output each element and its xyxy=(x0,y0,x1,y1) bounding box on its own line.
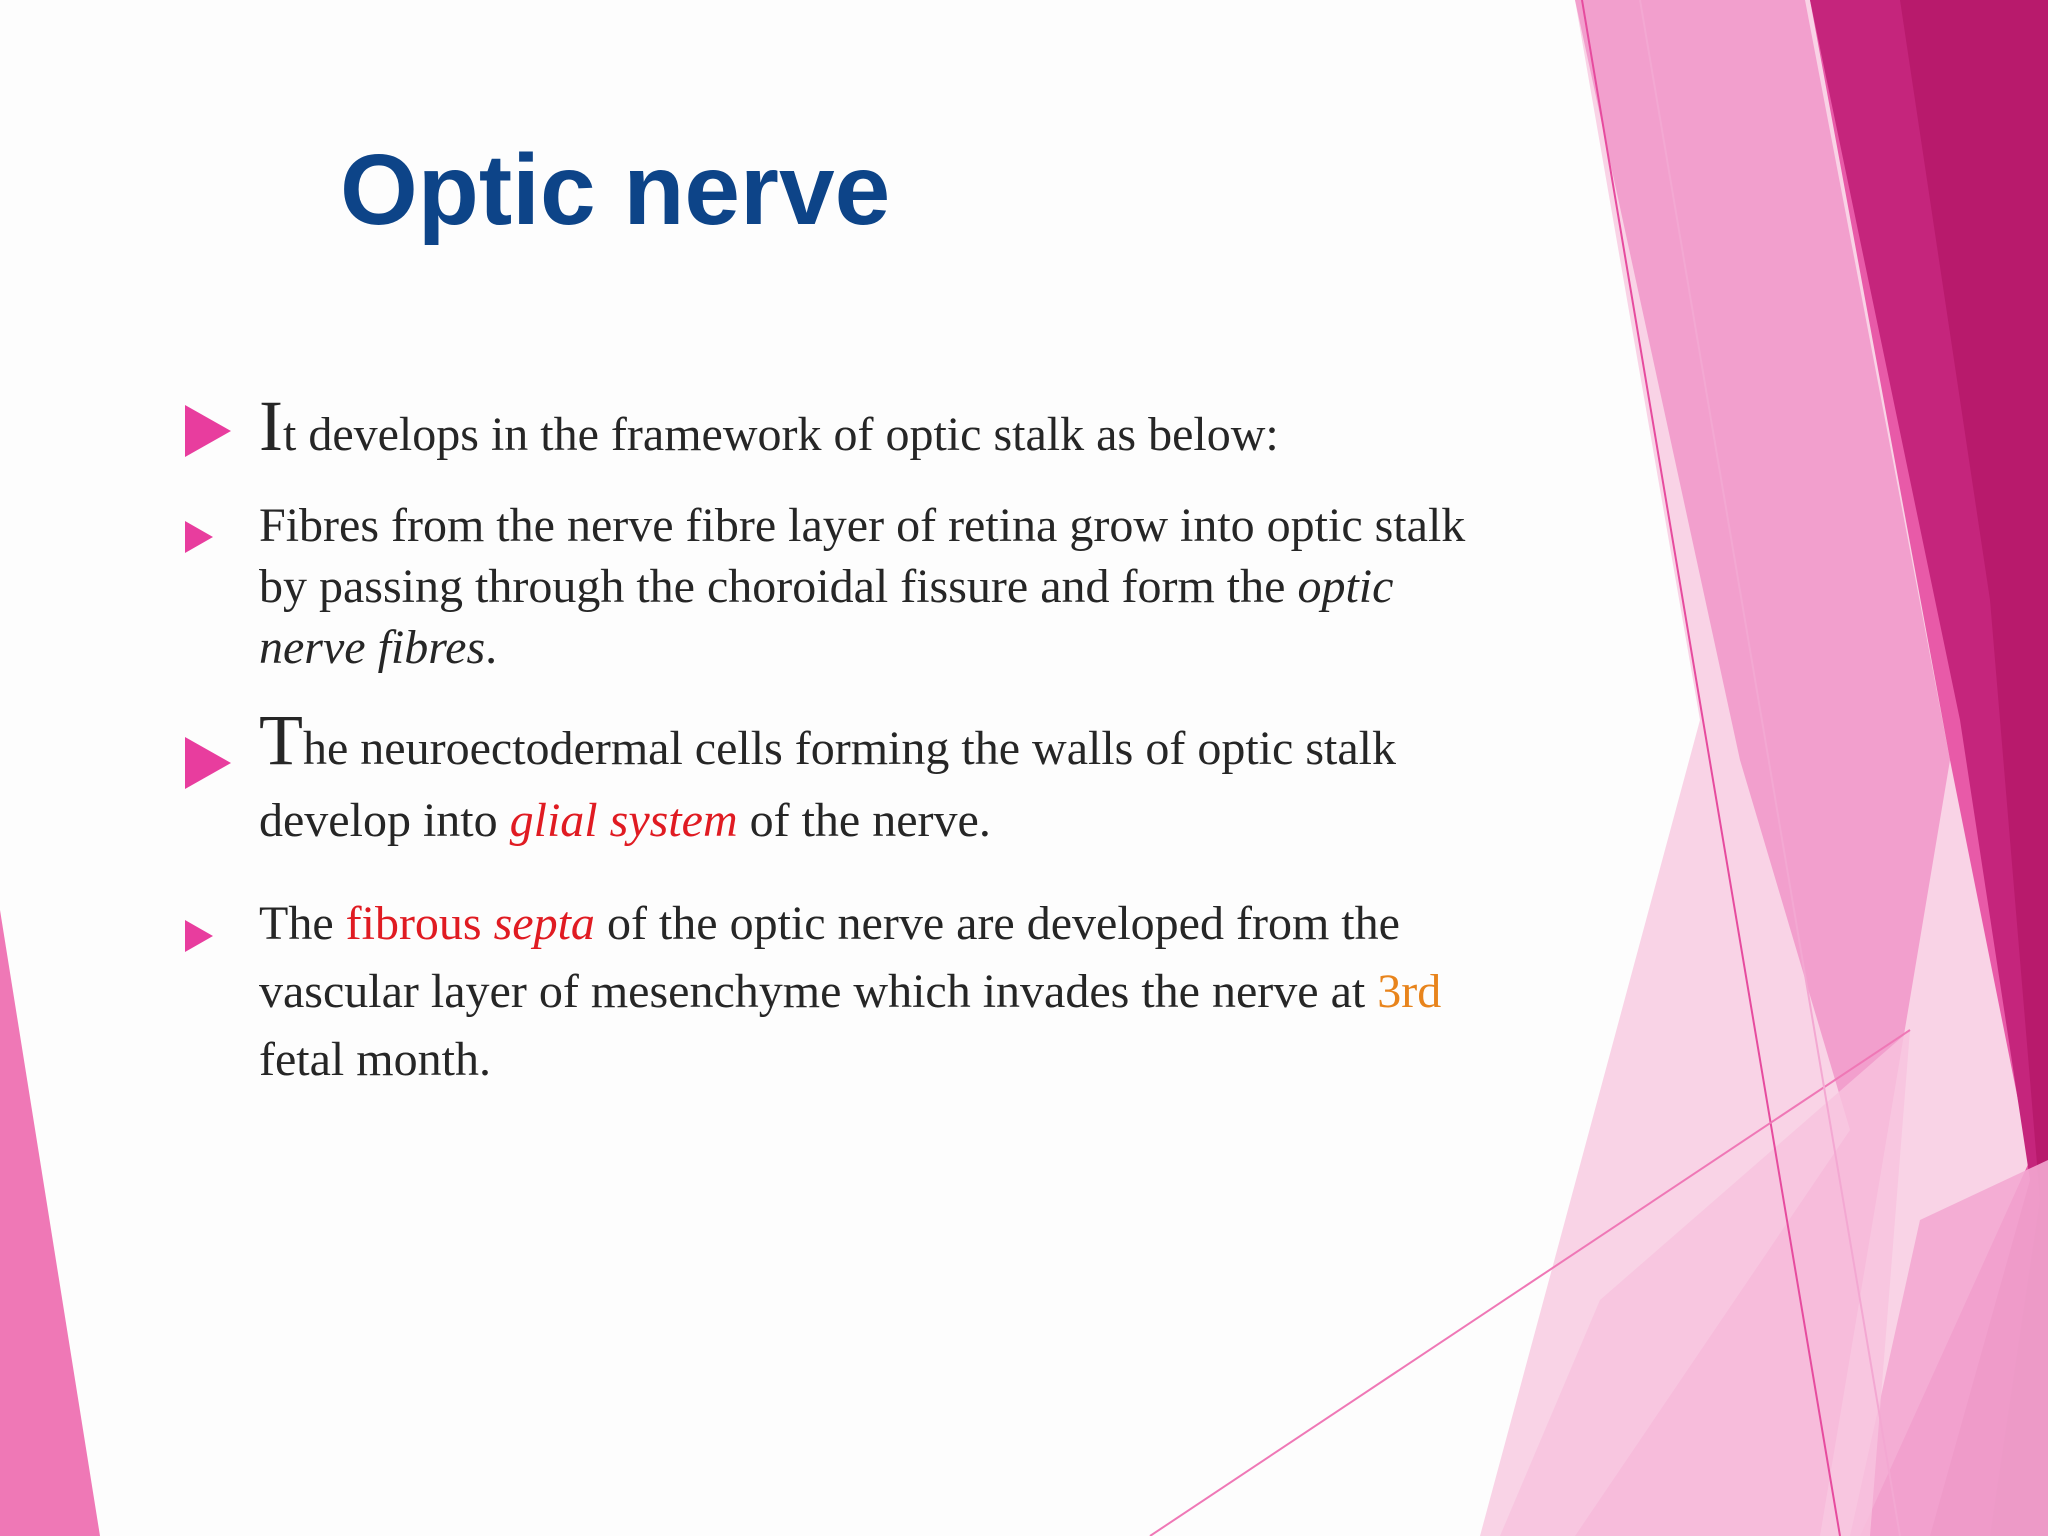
bullet-line xyxy=(259,890,1619,958)
slide-title: Optic nerve xyxy=(340,134,891,246)
word-space xyxy=(482,897,494,950)
bullet-line xyxy=(259,785,1619,857)
bullet-line xyxy=(259,556,1619,617)
left-decor-shape xyxy=(0,910,100,1536)
highlight-term: septa xyxy=(493,897,595,950)
italic-term: optic xyxy=(1297,560,1394,613)
bullet-line-text: Fibres from the nerve fibre layer of retina grow into optic stalk xyxy=(259,499,1466,552)
bullet-text xyxy=(259,890,1619,1094)
bullet-line xyxy=(259,617,1619,678)
bullet-text xyxy=(259,381,1619,480)
bullet-line-text: by passing through the choroidal fissure and form the xyxy=(259,560,1298,613)
highlight-term: 3rd xyxy=(1377,965,1442,1018)
bullet-triangle-icon xyxy=(185,405,231,457)
bullet-triangle-icon xyxy=(185,521,213,553)
bullet-text xyxy=(259,700,1619,857)
dropcap-letter: I xyxy=(259,386,283,466)
highlight-term: glial system xyxy=(509,794,738,847)
bullet-line-text: t develops in the framework of optic stalk as below: xyxy=(282,408,1279,461)
bullet-line xyxy=(259,700,1619,785)
bullet-triangle-icon xyxy=(185,737,231,789)
bullet-line-text: of the optic nerve are developed from the xyxy=(594,897,1400,950)
bullet-line-text: he neuroectodermal cells forming the walls of optic stalk xyxy=(302,722,1396,775)
bullet-triangle-icon xyxy=(185,920,213,952)
bullet-line-text: of the nerve. xyxy=(737,794,991,847)
bullet-text xyxy=(259,495,1619,678)
italic-term: nerve fibres xyxy=(259,621,486,674)
bullet-line xyxy=(259,958,1619,1026)
bullet-line-text: fetal month. xyxy=(259,1033,491,1086)
bullet-line-text: The xyxy=(259,897,346,950)
dropcap-letter: T xyxy=(259,700,303,780)
bullet-line-text: develop into xyxy=(259,794,510,847)
bullet-line-text: . xyxy=(485,621,498,674)
bullet-line-text: vascular layer of mesenchyme which invades the nerve at xyxy=(259,965,1378,1018)
bullet-line xyxy=(259,381,1619,480)
highlight-term: fibrous xyxy=(345,897,482,950)
